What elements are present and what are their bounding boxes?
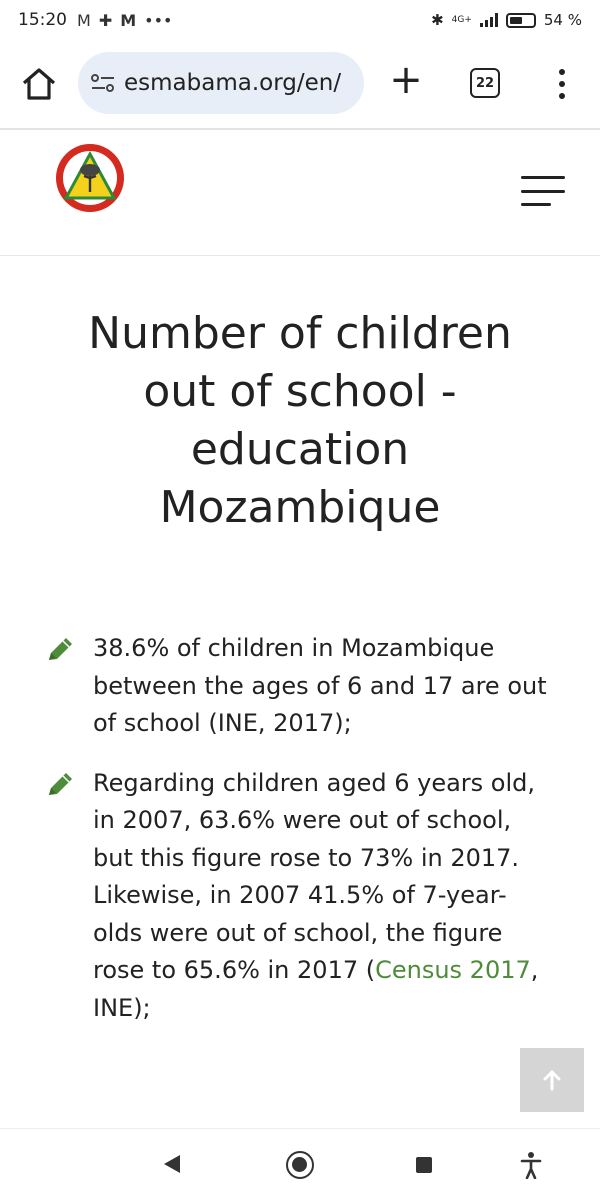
home-nav-icon[interactable]: [286, 1151, 314, 1179]
browser-menu-icon[interactable]: [552, 66, 572, 102]
scroll-to-top-button[interactable]: [520, 1048, 584, 1112]
arrow-up-icon: [541, 1069, 563, 1091]
new-tab-icon[interactable]: +: [389, 57, 423, 103]
browser-toolbar: [0, 48, 600, 120]
census-2017-link[interactable]: Census 2017: [375, 956, 531, 984]
home-icon[interactable]: [20, 66, 58, 102]
back-icon[interactable]: [164, 1155, 180, 1173]
list-item-text: Regarding children aged 6 years old, in 2007, 63.6% were out of school, but this figure rose to 73% in 2017. Likewise, in 2007 41.5% of 7-year-olds were out of school, the figure rose to 65.6% in 2017 (: [93, 768, 536, 984]
accessibility-icon[interactable]: [520, 1151, 542, 1179]
esmabama-logo[interactable]: [54, 142, 126, 214]
network-type: 4G+: [451, 15, 472, 25]
recent-apps-icon[interactable]: [416, 1157, 432, 1173]
pencil-icon: [45, 634, 77, 664]
app-m-icon: M: [120, 10, 137, 30]
more-notifications-icon: •••: [144, 10, 173, 30]
address-bar[interactable]: [78, 52, 364, 114]
site-settings-icon[interactable]: [90, 73, 116, 93]
list-item: [45, 765, 555, 1028]
list-item: [45, 630, 555, 743]
system-nav-bar: [0, 1128, 600, 1200]
battery-icon: [506, 13, 536, 28]
status-bar: [0, 0, 600, 40]
page-title: Number of children out of school - education Mozambique: [88, 308, 512, 533]
list-item-text: 38.6% of children in Mozambique between the ages of 6 and 17 are out of school (INE, 2017);: [93, 634, 547, 737]
list-item-text-end: , INE);: [93, 956, 539, 1022]
gmail-icon: M: [77, 10, 91, 30]
tab-switcher-button[interactable]: 22: [470, 68, 500, 98]
toolbar-divider: [0, 128, 600, 130]
pencil-icon: [45, 769, 77, 799]
status-time: 15:20: [18, 10, 67, 30]
header-divider: [0, 255, 600, 256]
site-menu-button[interactable]: [521, 176, 565, 206]
facts-list: [45, 630, 555, 1049]
url-text[interactable]: esmabama.org/en/: [124, 70, 342, 96]
battery-percent: 54 %: [543, 11, 582, 29]
slack-icon: ✚: [98, 10, 113, 30]
bluetooth-icon: ✱: [431, 11, 444, 29]
signal-icon: [480, 13, 498, 27]
